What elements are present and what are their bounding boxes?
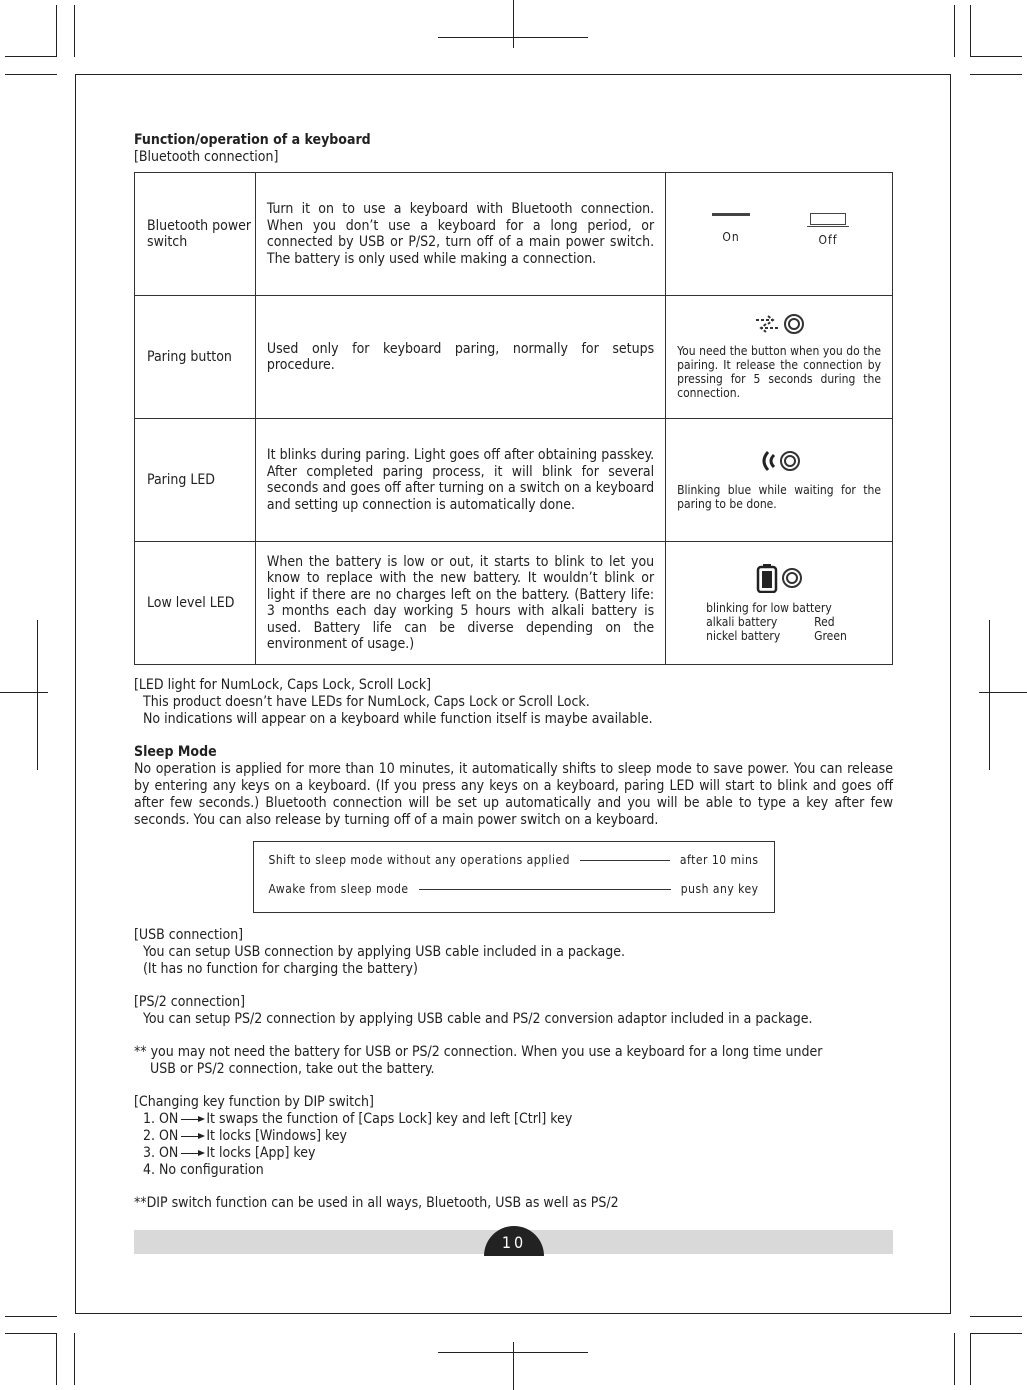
- switch-on-icon: [712, 213, 750, 216]
- table-row: [135, 296, 893, 419]
- switch-off-label: Off: [818, 233, 838, 247]
- pairing-arrows-icon: [754, 314, 780, 334]
- page-number: 10: [484, 1226, 544, 1256]
- sleep-awake-label: Awake from sleep mode: [268, 882, 409, 896]
- table-row: [135, 419, 893, 542]
- low-led-icon: [782, 568, 802, 588]
- usb-line-2: (It has no function for charging the battery): [143, 961, 418, 977]
- row-label: Low level LED: [135, 542, 256, 665]
- usb-line-1: You can setup USB connection by applying USB cable included in a package.: [143, 944, 625, 960]
- led-line-2: No indications will appear on a keyboard while function itself is maybe available.: [143, 711, 653, 727]
- manual-content: [134, 132, 893, 1212]
- led-line-1: This product doesn’t have LEDs for NumLock, Caps Lock or Scroll Lock.: [143, 694, 590, 710]
- nickel-color: Green: [814, 629, 847, 643]
- sleep-awake-value: push any key: [680, 882, 759, 896]
- pairing-note: You need the button when you do the pairing. It release the connection by pressing for 5 seconds during the connection.: [677, 344, 881, 400]
- dip-note: **DIP switch function can be used in all ways, Bluetooth, USB as well as PS/2: [134, 1195, 619, 1211]
- row-description: When the battery is low or out, it starts to blink to let you know to replace with the new battery. It wouldn’t blink or light if there are no charges left on the battery. (Battery life: 3 months each day working 5 hours with alkali battery is used. Battery life can be diverse depending on the environment of usage.): [255, 542, 665, 665]
- sleep-shift-value: after 10 mins: [679, 853, 759, 867]
- sleep-shift-label: Shift to sleep mode without any operations applied: [268, 853, 570, 867]
- dip-item-2: 2. ON It locks [Windows] key: [143, 1128, 347, 1144]
- table-row: [135, 173, 893, 296]
- row-label: Paring LED: [135, 419, 256, 542]
- dip-item-3: 3. ON It locks [App] key: [143, 1145, 316, 1161]
- pairing-button-icon: [784, 314, 804, 334]
- alkali-color: Red: [814, 615, 835, 629]
- row-label: Paring button: [135, 296, 256, 419]
- section-title: Function/operation of a keyboard: [134, 132, 371, 148]
- dip-heading: [Changing key function by DIP switch]: [134, 1094, 374, 1110]
- nickel-label: nickel battery: [706, 629, 781, 643]
- arrow-right-icon: [181, 1136, 203, 1137]
- low-battery-illustration: [666, 542, 893, 665]
- ps2-line-1: You can setup PS/2 connection by applying USB cable and PS/2 conversion adaptor included in a package.: [143, 1011, 813, 1027]
- alkali-label: alkali battery: [706, 615, 778, 629]
- function-table: [134, 172, 893, 665]
- usb-heading: [USB connection]: [134, 927, 244, 943]
- row-description: Used only for keyboard paring, normally for setups procedure.: [255, 296, 665, 419]
- power-switch-illustration: [666, 173, 893, 296]
- blinking-signal-icon: [758, 449, 776, 473]
- arrow-right-icon: [181, 1119, 203, 1120]
- sleep-heading: Sleep Mode: [134, 744, 217, 760]
- battery-note: ** you may not need the battery for USB or PS/2 connection. When you use a keyboard for a long time under: [134, 1044, 823, 1060]
- row-description: Turn it on to use a keyboard with Bluetooth connection. When you don’t use a keyboard for a long period, or connected by USB or P/S2, turn off of a main power switch. The battery is only used while making a connection.: [255, 173, 665, 296]
- row-description: It blinks during paring. Light goes off after obtaining passkey. After completed paring process, it will blink for several seconds and goes off after turning on a switch on a keyboard and setting up connection is automatically done.: [255, 419, 665, 542]
- pairing-button-illustration: [666, 296, 893, 419]
- pairing-led-illustration: [666, 419, 893, 542]
- section-subtitle: [Bluetooth connection]: [134, 149, 279, 165]
- row-label: Bluetooth power switch: [135, 173, 256, 296]
- low-battery-note: blinking for low battery: [706, 601, 832, 615]
- led-heading: [LED light for NumLock, Caps Lock, Scroll Lock]: [134, 677, 432, 693]
- sleep-mode-box: [253, 841, 775, 913]
- switch-on-label: On: [722, 230, 740, 244]
- arrow-right-icon: [181, 1153, 203, 1154]
- switch-off-icon: [810, 213, 846, 225]
- dip-item-1: 1. ON It swaps the function of [Caps Lock] key and left [Ctrl] key: [143, 1111, 573, 1127]
- battery-icon: [756, 563, 778, 593]
- battery-note-cont: USB or PS/2 connection, take out the battery.: [150, 1061, 435, 1077]
- sleep-text: No operation is applied for more than 10 minutes, it automatically shifts to sleep mode to save power. You can release by entering any keys on a keyboard. (If you press any keys on a keyboard, paring LED will start to blink and goes off after few seconds.) Bluetooth connection will be set up automatically and you will be able to type a key after few seconds. You can also release by turning off of a main power switch on a keyboard.: [134, 761, 893, 828]
- led-note: Blinking blue while waiting for the paring to be done.: [677, 483, 881, 511]
- led-icon: [780, 451, 800, 471]
- dip-item-4: 4. No configuration: [143, 1162, 264, 1178]
- table-row: [135, 542, 893, 665]
- ps2-heading: [PS/2 connection]: [134, 994, 246, 1010]
